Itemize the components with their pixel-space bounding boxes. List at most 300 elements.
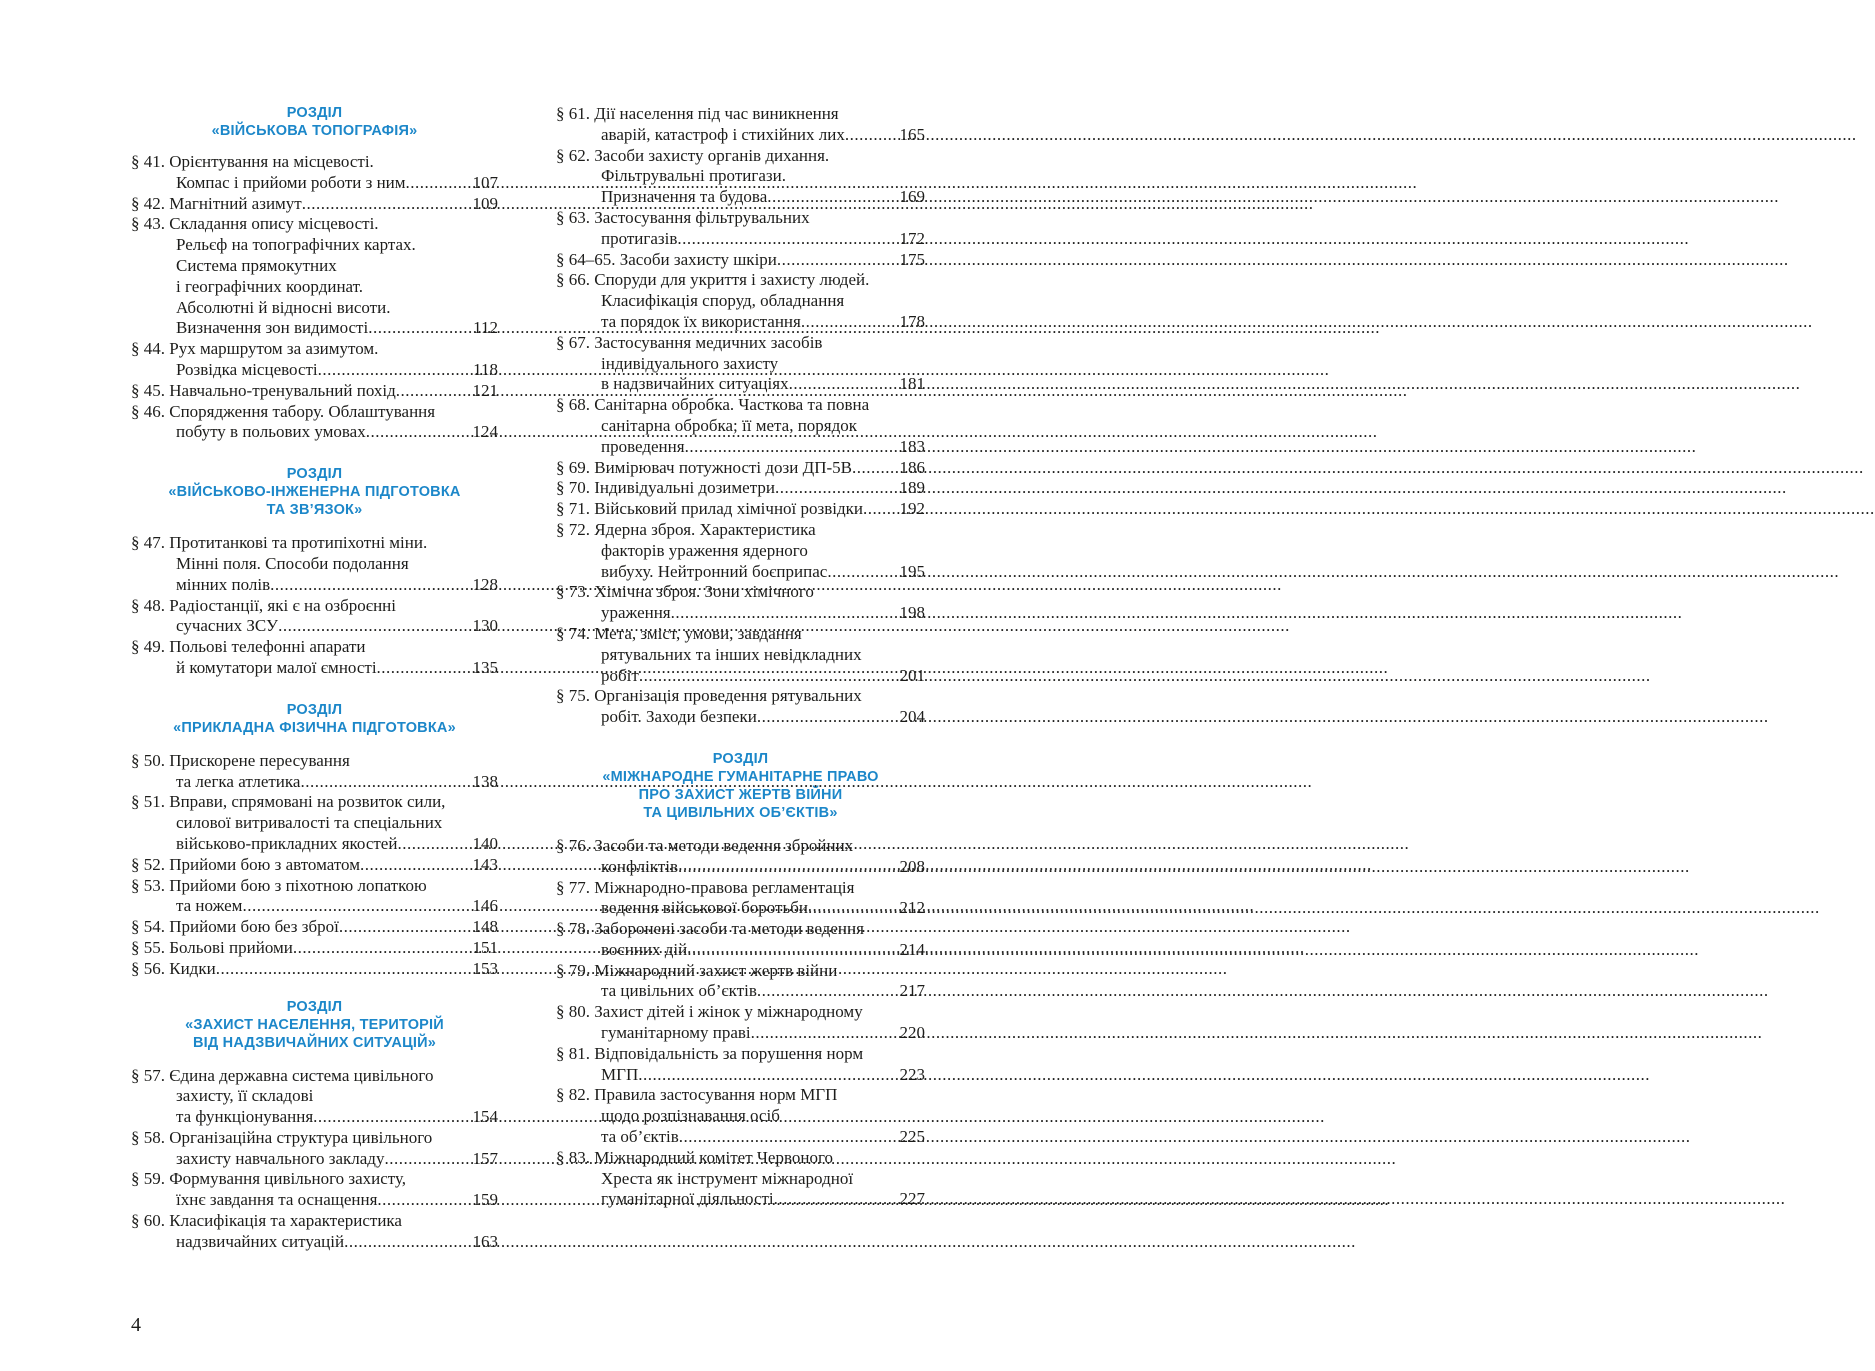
toc-entry-text: робіт bbox=[601, 665, 639, 685]
toc-entry[interactable] bbox=[131, 751, 498, 793]
toc-entry-line bbox=[556, 166, 925, 187]
toc-entry-text: § 51. Вправи, спрямовані на розвиток сили, bbox=[131, 792, 446, 812]
toc-entry[interactable] bbox=[556, 624, 925, 686]
toc-entry[interactable] bbox=[556, 104, 925, 146]
toc-entry-text: § 66. Споруди для укриття і захисту людей. bbox=[556, 270, 870, 290]
toc-entry[interactable] bbox=[556, 478, 925, 499]
toc-page-number: 121 bbox=[472, 380, 498, 400]
toc-entry-text: § 83. Міжнародний комітет Червоного bbox=[556, 1147, 834, 1167]
dot-leader bbox=[396, 381, 473, 402]
toc-entry-text: § 55. Больові прийоми bbox=[131, 937, 293, 957]
toc-entry-line bbox=[131, 214, 498, 235]
toc-entry[interactable] bbox=[131, 1169, 498, 1211]
toc-entry[interactable] bbox=[131, 938, 498, 959]
toc-entry-line bbox=[131, 658, 498, 679]
toc-entry-line bbox=[556, 437, 925, 458]
toc-entry-line bbox=[556, 146, 925, 167]
toc-page-number: 157 bbox=[472, 1148, 498, 1168]
toc-entry[interactable] bbox=[131, 381, 498, 402]
toc-entry-line bbox=[131, 813, 498, 834]
toc-entry-line bbox=[556, 229, 925, 250]
toc-entry-line bbox=[556, 940, 925, 961]
toc-entry-line bbox=[131, 1128, 498, 1149]
toc-entry-line bbox=[131, 1232, 498, 1253]
dot-leader bbox=[406, 173, 473, 194]
toc-entry-line bbox=[556, 981, 925, 1002]
toc-entry-text: § 44. Рух маршрутом за азимутом. bbox=[131, 339, 379, 359]
toc-page-number: 225 bbox=[899, 1127, 925, 1147]
toc-entry-line bbox=[131, 1169, 498, 1190]
toc-entry-text: мінних полів bbox=[176, 574, 271, 594]
toc-entry-text: § 42. Магнітний азимут bbox=[131, 193, 302, 213]
toc-entry[interactable] bbox=[556, 499, 925, 520]
toc-entry[interactable] bbox=[131, 152, 498, 194]
toc-entry[interactable] bbox=[556, 458, 925, 479]
toc-entry-text: рятувальних та інших невідкладних bbox=[601, 644, 862, 664]
toc-entry-text: § 74. Мета, зміст, умови, завдання bbox=[556, 623, 802, 643]
toc-entry-line bbox=[131, 637, 498, 658]
toc-entry-text: § 80. Захист дітей і жінок у міжнародному bbox=[556, 1002, 863, 1022]
toc-entry-line bbox=[556, 836, 925, 857]
toc-page-number: 217 bbox=[899, 981, 925, 1001]
toc-entry-text: § 67. Застосування медичних засобів bbox=[556, 332, 823, 352]
toc-entry-line bbox=[131, 938, 498, 959]
toc-entry-line bbox=[556, 686, 925, 707]
toc-entry-line bbox=[131, 360, 498, 381]
toc-entry-text: Призначення та будова bbox=[601, 187, 768, 207]
toc-page-number: 212 bbox=[899, 898, 925, 918]
toc-page-number: 172 bbox=[899, 228, 925, 248]
toc-entry-text: § 56. Кидки bbox=[131, 958, 216, 978]
toc-entry-text: сучасних ЗСУ bbox=[176, 616, 279, 636]
toc-entry-line bbox=[131, 554, 498, 575]
toc-page-number: 109 bbox=[472, 193, 498, 213]
toc-page-number: 169 bbox=[899, 187, 925, 207]
toc-entry-line bbox=[556, 499, 925, 520]
toc-entry-line bbox=[131, 855, 498, 876]
toc-entry-text: та легка атлетика bbox=[176, 771, 301, 791]
toc-entry-text: § 58. Організаційна структура цивільного bbox=[131, 1127, 433, 1147]
toc-entry-text: § 43. Складання опису місцевості. bbox=[131, 214, 379, 234]
toc-page-number: 148 bbox=[472, 917, 498, 937]
toc-entry-line bbox=[131, 235, 498, 256]
toc-entry-line bbox=[556, 603, 925, 624]
dot-leader bbox=[789, 374, 900, 395]
dot-leader bbox=[216, 959, 473, 980]
toc-entry-text: § 60. Класифікація та характеристика bbox=[131, 1211, 402, 1231]
toc-page-number: 138 bbox=[472, 771, 498, 791]
dot-leader bbox=[808, 898, 900, 919]
section-title-line: «ЗАХИСТ НАСЕЛЕННЯ, ТЕРИТОРІЙ bbox=[185, 1016, 444, 1033]
toc-entry-line bbox=[556, 1044, 925, 1065]
toc-entry-text: § 63. Застосування фільтрувальних bbox=[556, 207, 810, 227]
toc-page-number: 130 bbox=[472, 616, 498, 636]
toc-entry[interactable] bbox=[131, 792, 498, 854]
toc-entry-list bbox=[556, 104, 925, 728]
toc-entry[interactable] bbox=[131, 339, 498, 381]
toc-entry-line bbox=[131, 1211, 498, 1232]
toc-entry-line bbox=[131, 792, 498, 813]
toc-entry-list bbox=[131, 1066, 498, 1253]
toc-entry[interactable] bbox=[131, 1128, 498, 1170]
toc-entry-line bbox=[556, 1023, 925, 1044]
toc-entry-text: факторів ураження ядерного bbox=[601, 540, 808, 560]
toc-entry[interactable] bbox=[131, 917, 498, 938]
toc-entry[interactable] bbox=[131, 876, 498, 918]
dot-leader bbox=[638, 1065, 899, 1086]
toc-entry[interactable] bbox=[131, 596, 498, 638]
toc-entry-list bbox=[131, 533, 498, 679]
toc-entry-text: Фільтрувальні протигази. bbox=[601, 166, 786, 186]
toc-section bbox=[556, 750, 925, 1210]
toc-entry-text: § 62. Засоби захисту органів дихання. bbox=[556, 145, 830, 165]
section-title-line: «МІЖНАРОДНЕ ГУМАНІТАРНЕ ПРАВО bbox=[602, 768, 879, 785]
toc-page-number: 178 bbox=[899, 311, 925, 331]
toc-entry-text: робіт. Заходи безпеки bbox=[601, 707, 757, 727]
toc-entry-line bbox=[131, 422, 498, 443]
dot-leader bbox=[639, 666, 900, 687]
toc-entry-line bbox=[556, 624, 925, 645]
toc-page-number: 107 bbox=[472, 172, 498, 192]
toc-entry[interactable] bbox=[131, 194, 498, 215]
toc-entry-line bbox=[131, 318, 498, 339]
section-heading bbox=[131, 465, 498, 519]
toc-entry-line bbox=[556, 1002, 925, 1023]
toc-entry-text: § 76. Засоби та методи ведення збройних bbox=[556, 835, 854, 855]
section-label: РОЗДІЛ bbox=[712, 750, 769, 767]
toc-entry-line bbox=[556, 416, 925, 437]
toc-entry-line bbox=[556, 374, 925, 395]
toc-entry-line bbox=[131, 402, 498, 423]
toc-section bbox=[131, 465, 498, 679]
toc-page-number: 124 bbox=[472, 422, 498, 442]
toc-entry[interactable] bbox=[556, 878, 925, 920]
toc-entry-line bbox=[131, 834, 498, 855]
toc-entry[interactable] bbox=[556, 520, 925, 582]
toc-section bbox=[131, 701, 498, 980]
toc-entry-line bbox=[556, 645, 925, 666]
toc-entry[interactable] bbox=[556, 333, 925, 395]
dot-leader bbox=[278, 616, 472, 637]
toc-entry[interactable] bbox=[556, 250, 925, 271]
dot-leader bbox=[339, 917, 473, 938]
toc-entry[interactable] bbox=[131, 214, 498, 339]
toc-entry-text: та функціонування bbox=[176, 1107, 314, 1127]
toc-entry[interactable] bbox=[131, 959, 498, 980]
toc-entry-line bbox=[131, 533, 498, 554]
toc-page-number: 151 bbox=[472, 937, 498, 957]
toc-entry-text: § 64–65. Засоби захисту шкіри bbox=[556, 249, 777, 269]
toc-entry-line bbox=[556, 562, 925, 583]
toc-entry-text: § 46. Спорядження табору. Облаштування bbox=[131, 401, 436, 421]
toc-entry-text: та ножем bbox=[176, 896, 243, 916]
toc-entry-line bbox=[556, 208, 925, 229]
toc-entry-line bbox=[556, 520, 925, 541]
toc-entry[interactable] bbox=[556, 836, 925, 878]
section-heading bbox=[131, 104, 498, 140]
toc-entry-text: § 75. Організація проведення рятувальних bbox=[556, 686, 862, 706]
toc-page-number: 112 bbox=[473, 318, 498, 338]
toc-entry-line bbox=[556, 857, 925, 878]
toc-page-number: 143 bbox=[472, 854, 498, 874]
toc-entry-line bbox=[556, 898, 925, 919]
toc-entry-text: § 59. Формування цивільного захисту, bbox=[131, 1169, 407, 1189]
toc-entry-line bbox=[556, 961, 925, 982]
dot-leader bbox=[677, 229, 899, 250]
toc-entry-line bbox=[556, 270, 925, 291]
toc-entry-text: § 52. Прийоми бою з автоматом bbox=[131, 854, 360, 874]
section-heading bbox=[131, 701, 498, 737]
toc-page-number: 198 bbox=[899, 603, 925, 623]
dot-leader bbox=[801, 312, 900, 333]
toc-entry-line bbox=[556, 541, 925, 562]
toc-entry-text: Класифікація споруд, обладнання bbox=[601, 291, 845, 311]
toc-entry-text: Визначення зон видимості bbox=[176, 318, 369, 338]
dot-leader bbox=[302, 194, 473, 215]
toc-entry-text: Компас і прийоми роботи з ним bbox=[176, 172, 406, 192]
toc-page-number: 223 bbox=[899, 1064, 925, 1084]
toc-section bbox=[556, 104, 925, 728]
toc-entry-line bbox=[556, 582, 925, 603]
toc-page-number: 220 bbox=[899, 1023, 925, 1043]
toc-entry-text: Рельєф на топографічних картах. bbox=[176, 235, 416, 255]
section-label: РОЗДІЛ bbox=[286, 998, 343, 1015]
toc-entry-text: побуту в польових умовах bbox=[176, 422, 366, 442]
toc-right-column bbox=[556, 104, 925, 1210]
toc-entry-text: § 45. Навчально-тренувальний похід bbox=[131, 380, 396, 400]
toc-entry[interactable] bbox=[556, 146, 925, 208]
toc-entry[interactable] bbox=[556, 1085, 925, 1147]
toc-entry-line bbox=[556, 250, 925, 271]
toc-entry-text: § 41. Орієнтування на місцевості. bbox=[131, 152, 374, 171]
toc-entry-line bbox=[556, 1065, 925, 1086]
toc-entry-line bbox=[556, 1148, 925, 1169]
toc-entry-text: індивідуального захисту bbox=[601, 353, 779, 373]
toc-entry-line bbox=[556, 1085, 925, 1106]
toc-entry-text: гуманітарному праві bbox=[601, 1023, 751, 1043]
toc-entry-line bbox=[556, 919, 925, 940]
dot-leader bbox=[767, 187, 899, 208]
toc-entry-text: захисту навчального закладу bbox=[176, 1148, 385, 1168]
section-title-line: «ВІЙСЬКОВА ТОПОГРАФІЯ» bbox=[211, 123, 418, 139]
toc-page-number: 183 bbox=[899, 436, 925, 456]
dot-leader bbox=[397, 834, 472, 855]
toc-entry-text: санітарна обробка; її мета, порядок bbox=[601, 415, 858, 435]
toc-entry-line bbox=[131, 896, 498, 917]
toc-entry-line bbox=[556, 1189, 925, 1210]
toc-entry-text: § 73. Хімічна зброя. Зони хімічного bbox=[556, 582, 814, 602]
toc-entry[interactable] bbox=[131, 1211, 498, 1253]
toc-entry-line bbox=[556, 354, 925, 375]
toc-entry[interactable] bbox=[556, 395, 925, 457]
dot-leader bbox=[377, 658, 473, 679]
toc-entry-text: протигазів bbox=[601, 228, 678, 248]
dot-leader bbox=[685, 437, 900, 458]
toc-entry-text: ведення військової боротьби bbox=[601, 898, 808, 918]
toc-entry-text: в надзвичайних ситуаціях bbox=[601, 374, 789, 394]
toc-entry-line bbox=[131, 256, 498, 277]
toc-entry-text: § 79. Міжнародний захист жертв війни bbox=[556, 960, 838, 980]
toc-entry-line bbox=[131, 1086, 498, 1107]
toc-entry-text: та об’єктів bbox=[601, 1127, 679, 1147]
toc-entry-text: аварій, катастроф і стихійних лих bbox=[601, 124, 845, 144]
toc-entry[interactable] bbox=[131, 637, 498, 679]
dot-leader bbox=[368, 318, 473, 339]
toc-entry-text: ураження bbox=[601, 603, 671, 623]
toc-page-number: 146 bbox=[472, 896, 498, 916]
dot-leader bbox=[852, 458, 900, 479]
toc-page-number: 204 bbox=[899, 707, 925, 727]
toc-entry-text: § 57. Єдина державна система цивільного bbox=[131, 1065, 434, 1085]
dot-leader bbox=[384, 1149, 472, 1170]
dot-leader bbox=[687, 940, 899, 961]
toc-page-number: 159 bbox=[472, 1190, 498, 1210]
toc-page-number: 189 bbox=[899, 478, 925, 498]
dot-leader bbox=[845, 125, 900, 146]
toc-entry-line bbox=[131, 1107, 498, 1128]
toc-entry-line bbox=[556, 312, 925, 333]
toc-entry-text: вибуху. Нейтронний боєприпас bbox=[601, 561, 828, 581]
section-title-line: ТА ЦИВІЛЬНИХ ОБ’ЄКТІВ» bbox=[643, 804, 838, 821]
toc-entry-line bbox=[131, 596, 498, 617]
toc-entry-line bbox=[556, 187, 925, 208]
toc-entry-list bbox=[556, 836, 925, 1210]
toc-entry-text: § 48. Радіостанції, які є на озброєнні bbox=[131, 595, 396, 615]
toc-entry[interactable] bbox=[556, 1148, 925, 1210]
toc-entry-text: МГП bbox=[601, 1064, 639, 1084]
dot-leader bbox=[242, 896, 472, 917]
dot-leader bbox=[360, 855, 473, 876]
section-title-line: ТА ЗВ’ЯЗОК» bbox=[266, 502, 363, 519]
toc-entry-line bbox=[131, 339, 498, 360]
dot-leader bbox=[377, 1190, 472, 1211]
toc-entry-line bbox=[556, 1169, 925, 1190]
dot-leader bbox=[671, 603, 900, 624]
toc-entry-line bbox=[131, 1066, 498, 1087]
toc-entry-line bbox=[556, 707, 925, 728]
toc-page-number: 135 bbox=[472, 657, 498, 677]
toc-entry-line bbox=[556, 333, 925, 354]
toc-entry-line bbox=[556, 478, 925, 499]
toc-entry-line bbox=[131, 194, 498, 215]
toc-entry-line bbox=[556, 395, 925, 416]
toc-page-number: 181 bbox=[899, 374, 925, 394]
toc-entry-line bbox=[131, 381, 498, 402]
toc-entry[interactable] bbox=[556, 582, 925, 624]
toc-entry-line bbox=[131, 575, 498, 596]
toc-entry-line bbox=[556, 104, 925, 125]
toc-entry-line bbox=[131, 876, 498, 897]
toc-entry[interactable] bbox=[556, 961, 925, 1003]
toc-entry[interactable] bbox=[556, 1044, 925, 1086]
toc-entry-text: § 53. Прийоми бою з піхотною лопаткою bbox=[131, 875, 427, 895]
toc-entry[interactable] bbox=[556, 919, 925, 961]
toc-entry-line bbox=[556, 666, 925, 687]
toc-entry[interactable] bbox=[131, 533, 498, 595]
toc-entry-text: щодо розпізнавання осіб bbox=[601, 1106, 780, 1126]
toc-entry[interactable] bbox=[131, 1066, 498, 1128]
toc-entry[interactable] bbox=[556, 208, 925, 250]
toc-entry-line bbox=[556, 1127, 925, 1148]
toc-entry-text: § 71. Військовий прилад хімічної розвідки bbox=[556, 499, 863, 519]
toc-entry-line bbox=[131, 298, 498, 319]
toc-entry-text: § 70. Індивідуальні дозиметри bbox=[556, 478, 775, 498]
toc-entry-text: та цивільних об’єктів bbox=[601, 981, 757, 1001]
toc-entry-text: § 77. Міжнародно-правова регламентація bbox=[556, 877, 855, 897]
dot-leader bbox=[775, 478, 900, 499]
dot-leader bbox=[863, 499, 900, 520]
toc-entry-line bbox=[131, 959, 498, 980]
toc-entry-text: конфліктів bbox=[601, 856, 679, 876]
toc-entry[interactable] bbox=[131, 402, 498, 444]
toc-entry-text: § 81. Відповідальність за порушення норм bbox=[556, 1043, 864, 1063]
dot-leader bbox=[313, 1107, 472, 1128]
toc-entry-line bbox=[556, 878, 925, 899]
toc-entry-text: силової витривалості та спеціальних bbox=[176, 813, 443, 833]
toc-entry-line bbox=[556, 125, 925, 146]
toc-entry[interactable] bbox=[556, 686, 925, 728]
toc-entry-text: проведення bbox=[601, 436, 685, 456]
page-number: 4 bbox=[131, 1314, 141, 1336]
toc-entry-text: військово-прикладних якостей bbox=[176, 833, 398, 853]
toc-entry-text: та порядок їх використання bbox=[601, 311, 801, 331]
toc-entry-text: й комутатори малої ємності bbox=[176, 657, 377, 677]
toc-entry-text: § 69. Вимірювач потужності дози ДП-5В bbox=[556, 457, 852, 477]
toc-page-number: 153 bbox=[472, 958, 498, 978]
toc-entry-text: § 54. Прийоми бою без зброї bbox=[131, 917, 339, 937]
dot-leader bbox=[827, 562, 899, 583]
toc-entry-text: надзвичайних ситуацій bbox=[176, 1231, 345, 1251]
toc-entry-line bbox=[131, 1190, 498, 1211]
toc-entry-text: § 47. Протитанкові та протипіхотні міни. bbox=[131, 533, 428, 553]
toc-page-number: 195 bbox=[899, 561, 925, 581]
toc-entry-line bbox=[131, 173, 498, 194]
toc-page-number: 118 bbox=[473, 359, 498, 379]
toc-left-column bbox=[131, 104, 498, 1253]
section-title-line: ВІД НАДЗВИЧАЙНИХ СИТУАЦІЙ» bbox=[193, 1034, 436, 1051]
section-title-line: ПРО ЗАХИСТ ЖЕРТВ ВІЙНИ bbox=[638, 786, 843, 803]
dot-leader bbox=[757, 707, 900, 728]
toc-page-number: 227 bbox=[899, 1189, 925, 1209]
section-title-line: «ПРИКЛАДНА ФІЗИЧНА ПІДГОТОВКА» bbox=[173, 719, 456, 736]
toc-page-number: 214 bbox=[899, 939, 925, 959]
dot-leader bbox=[777, 250, 900, 271]
dot-leader bbox=[344, 1232, 472, 1253]
toc-section bbox=[131, 998, 498, 1253]
toc-entry-text: § 82. Правила застосування норм МГП bbox=[556, 1085, 838, 1105]
toc-entry[interactable] bbox=[131, 855, 498, 876]
section-label: РОЗДІЛ bbox=[286, 466, 343, 483]
toc-page-number: 201 bbox=[899, 665, 925, 685]
dot-leader bbox=[774, 1189, 900, 1210]
toc-section bbox=[131, 104, 498, 443]
dot-leader bbox=[318, 360, 473, 381]
toc-entry[interactable] bbox=[556, 270, 925, 332]
section-title-line: «ВІЙСЬКОВО-ІНЖЕНЕРНА ПІДГОТОВКА bbox=[168, 484, 461, 501]
toc-entry-line bbox=[131, 277, 498, 298]
toc-entry-text: захисту, її складові bbox=[176, 1086, 314, 1106]
dot-leader bbox=[300, 772, 472, 793]
toc-entry-text: § 61. Дії населення під час виникнення bbox=[556, 104, 839, 123]
toc-entry-line bbox=[131, 1149, 498, 1170]
toc-entry-line bbox=[556, 458, 925, 479]
toc-entry-text: гуманітарної діяльності bbox=[601, 1189, 774, 1209]
toc-entry-text: § 50. Прискорене пересування bbox=[131, 750, 350, 770]
toc-entry-line bbox=[131, 616, 498, 637]
toc-entry[interactable] bbox=[556, 1002, 925, 1044]
toc-page-number: 140 bbox=[472, 833, 498, 853]
dot-leader bbox=[366, 422, 473, 443]
